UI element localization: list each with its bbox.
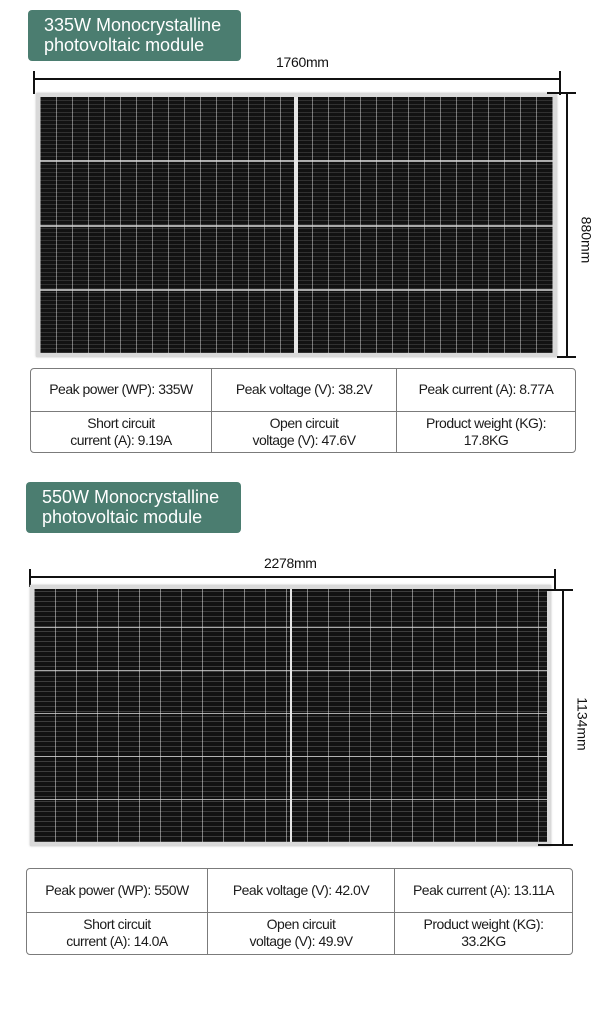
spec-table <box>30 368 576 453</box>
height-dimension-tick-top <box>545 589 573 591</box>
spec-label: Open circuit <box>266 916 336 933</box>
width-dimension-tick-right <box>554 569 556 591</box>
width-dimension-label: 1760mm <box>276 54 329 70</box>
spec-product-weight <box>394 913 572 955</box>
height-dimension-line <box>562 589 564 846</box>
panel-center-divider <box>290 589 292 842</box>
spec-value: 33.2KG <box>461 933 506 950</box>
spec-label: Product weight (KG): <box>423 916 544 933</box>
spec-open-circuit-voltage <box>207 913 394 955</box>
spec-value: current (A): 14.0A <box>66 933 168 950</box>
spec-short-circuit-current <box>31 412 211 453</box>
spec-value: 17.8KG <box>463 431 509 448</box>
module-title-line1: 550W Monocrystalline <box>42 487 220 507</box>
spec-peak-current: Peak current (A): 8.77A <box>396 369 575 411</box>
spec-peak-voltage: Peak voltage (V): 42.0V <box>207 869 394 912</box>
width-dimension-label: 2278mm <box>264 555 317 571</box>
solar-panel-image <box>36 93 557 357</box>
panel-center-divider <box>294 97 298 353</box>
width-dimension-line <box>30 576 555 578</box>
height-dimension-tick-bottom <box>557 356 576 358</box>
height-dimension-label: 1134mm <box>574 697 591 751</box>
height-dimension-tick-bottom <box>538 844 573 846</box>
spec-label: Product weight (KG): <box>426 414 546 431</box>
spec-product-weight <box>396 412 575 453</box>
spec-value: voltage (V): 49.9V <box>249 933 353 950</box>
spec-value: current (A): 9.19A <box>70 431 172 448</box>
spec-row <box>27 869 572 912</box>
height-dimension-tick-top <box>547 92 576 94</box>
spec-label: Short circuit <box>83 916 151 933</box>
module-title-line2: photovoltaic module <box>44 35 205 55</box>
spec-label: Open circuit <box>269 414 339 431</box>
spec-row <box>27 912 572 955</box>
spec-row <box>31 369 575 411</box>
spec-short-circuit-current <box>27 913 207 955</box>
width-dimension-tick-left <box>33 71 35 94</box>
module-title-badge <box>26 482 241 533</box>
width-dimension-line <box>34 78 560 80</box>
spec-peak-power: Peak power (WP): 335W <box>49 381 193 398</box>
spec-table <box>26 868 573 955</box>
spec-row <box>31 411 575 453</box>
height-dimension-line <box>566 92 568 358</box>
solar-cell-grid <box>34 589 547 842</box>
module-title-badge <box>28 10 241 61</box>
module-title-line1: 335W Monocrystalline <box>44 15 222 35</box>
spec-peak-power: Peak power (WP): 550W <box>45 881 189 898</box>
height-dimension-label: 880mm <box>578 216 595 264</box>
spec-open-circuit-voltage <box>211 412 396 453</box>
module-title-line2: photovoltaic module <box>42 507 203 527</box>
solar-cell-grid <box>40 97 553 353</box>
solar-panel-image <box>30 585 551 846</box>
spec-peak-current: Peak current (A): 13.11A <box>394 869 572 912</box>
spec-value: voltage (V): 47.6V <box>252 431 356 448</box>
spec-label: Short circuit <box>87 414 155 431</box>
spec-peak-voltage: Peak voltage (V): 38.2V <box>211 369 396 411</box>
